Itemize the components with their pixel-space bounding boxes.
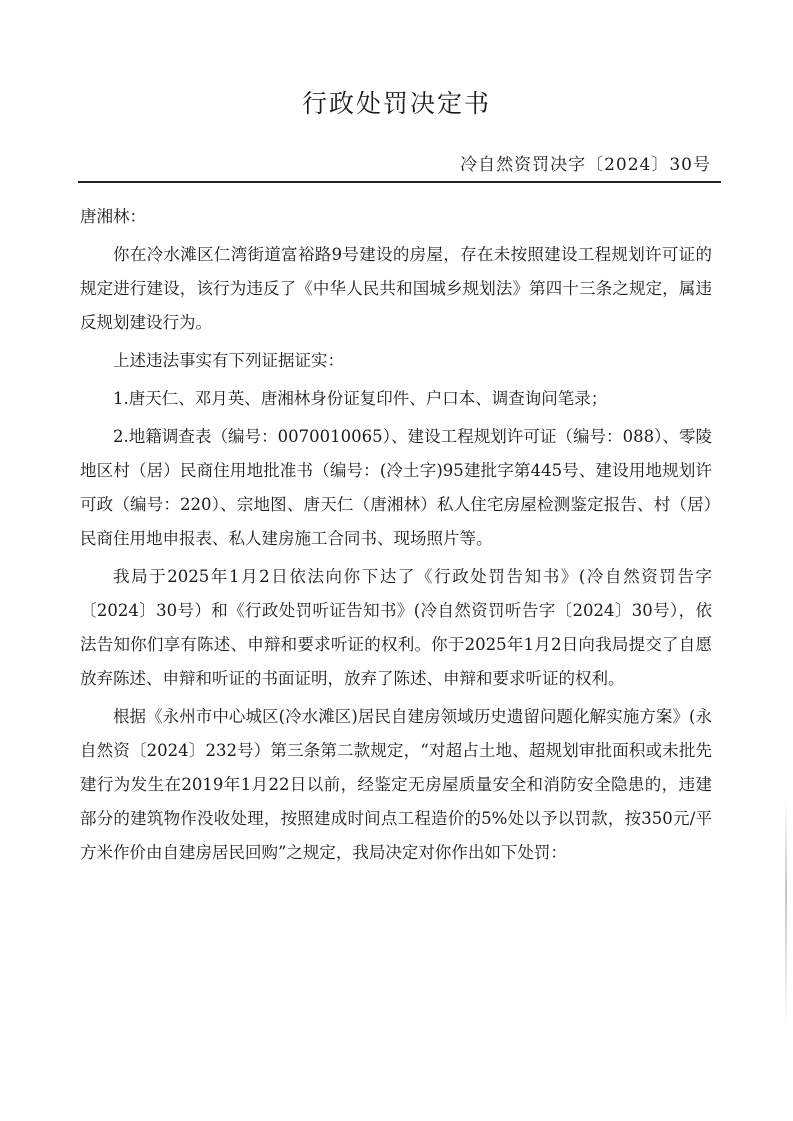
paragraph-legal-basis: 根据《永州市中心城区(冷水滩区)居民自建房领域历史遗留问题化解实施方案》(永自然资〔2024〕232号）第三条第二款规定，“对超占土地、超规划审批面积或未批先建行为发生在2019年1月22日以前，经鉴定无房屋质量安全和消防安全隐患的，违建部分的建筑物作没收处理，按照建成时间点工程造价的5%处以予以罚款，按350元/平方米作价由自建房居民回购”之规定，我局决定对你作出如下处罚： — [80, 707, 712, 862]
paragraph-evidence-1: 1.唐天仁、邓月英、唐湘林身份证复印件、户口本、调查询问笔录； — [113, 389, 608, 408]
document-body — [80, 200, 712, 870]
addressee: 唐湘林： — [80, 207, 146, 226]
document-title: 行政处罚决定书 — [301, 89, 491, 118]
document-number: 冷自然资罚决字〔2024〕30号 — [460, 155, 711, 175]
paragraph-evidence-intro: 上述违法事实有下列证据证实： — [113, 351, 344, 370]
paragraph-evidence-2: 2.地籍调查表（编号：0070010065）、建设工程规划许可证（编号：088）、零陵地区村（居）民商住用地批准书（编号：(冷土字)95建批字第445号、建设用地规划许可政（编号：220）、宗地图、唐天仁（唐湘林）私人住宅房屋检测鉴定报告、村（居）民商住用地申报表、私人建房施工合同书、现场照片等。 — [80, 427, 712, 548]
paragraph-violation: 你在冷水滩区仁湾街道富裕路9号建设的房屋，存在未按照建设工程规划许可证的规定进行建设，该行为违反了《中华人民共和国城乡规划法》第四十三条之规定，属违反规划建设行为。 — [80, 245, 712, 332]
paragraph-notification: 我局于2025年1月2日依法向你下达了《行政处罚告知书》(冷自然资罚告字〔2024〕30号）和《行政处罚听证告知书》(冷自然资罚听告字〔2024〕30号），依法告知你们享有陈述、申辩和要求听证的权利。你于2025年1月2日向我局提交了自愿放弃陈述、申辩和听证的书面证明，放弃了陈述、申辩和要求听证的权利。 — [80, 567, 712, 688]
scan-artifact — [785, 800, 787, 1030]
header-divider — [78, 181, 721, 183]
